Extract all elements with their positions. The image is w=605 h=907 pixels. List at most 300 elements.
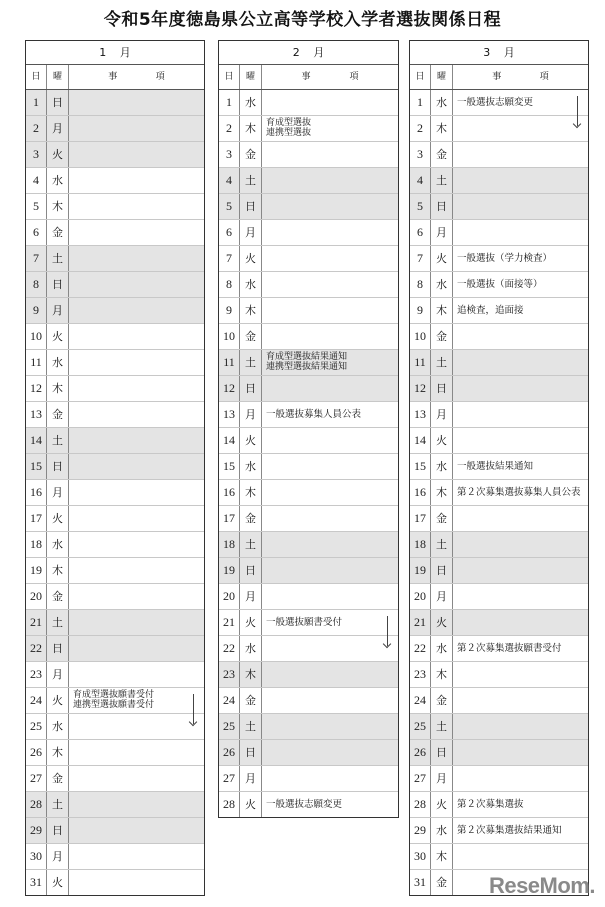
day-number: 21 [410,610,431,635]
calendar-row [26,90,204,116]
event-cell [262,480,398,505]
calendar-row [219,610,398,636]
event-cell [69,870,204,895]
weekday: 土 [240,168,262,193]
day-number: 25 [26,714,47,739]
weekday: 金 [47,220,69,245]
event-cell [69,844,204,869]
weekday: 火 [47,870,69,895]
weekday: 火 [431,792,453,817]
calendar-row [410,454,588,480]
event-cell [453,246,588,271]
month-header: 3 月 [410,41,588,65]
weekday: 金 [240,688,262,713]
event-cell [453,480,588,505]
weekday: 月 [240,584,262,609]
calendar-row [26,584,204,610]
day-number: 16 [410,480,431,505]
weekday: 木 [431,298,453,323]
calendar-row [26,610,204,636]
day-number: 5 [219,194,240,219]
day-number: 9 [26,298,47,323]
weekday: 月 [240,402,262,427]
calendar-row [219,532,398,558]
weekday: 水 [431,636,453,661]
event-cell [262,402,398,427]
event-cell [69,168,204,193]
calendar-row [26,428,204,454]
calendar-row [219,480,398,506]
weekday: 土 [240,532,262,557]
event-cell [69,298,204,323]
event-cell [69,428,204,453]
calendar-row [219,272,398,298]
weekday: 月 [47,844,69,869]
event-cell [69,376,204,401]
day-number: 12 [219,376,240,401]
weekday: 水 [47,350,69,375]
calendar-row [219,688,398,714]
calendar-row [219,506,398,532]
event-cell [453,116,588,141]
calendar-row [26,558,204,584]
calendar-row [26,454,204,480]
event-cell [69,792,204,817]
calendar-row [219,220,398,246]
event-text: 第２次募集選抜募集人員公表 [457,487,581,498]
calendar-row [219,324,398,350]
day-number: 2 [219,116,240,141]
day-number: 27 [219,766,240,791]
day-number: 11 [219,350,240,375]
event-cell [262,298,398,323]
weekday: 木 [240,480,262,505]
day-number: 24 [219,688,240,713]
weekday: 土 [431,168,453,193]
event-text-secondary: 連携型選抜 [266,128,312,138]
event-cell [453,714,588,739]
event-cell [453,402,588,427]
day-number: 17 [219,506,240,531]
month-table-february [218,40,399,818]
day-number: 13 [26,402,47,427]
event-text: 一般選抜（学力検査） [457,253,553,264]
calendar-row [410,506,588,532]
column-header-event [69,65,204,89]
weekday: 水 [431,454,453,479]
event-cell [453,272,588,297]
day-number: 19 [219,558,240,583]
weekday: 日 [47,636,69,661]
event-cell [69,350,204,375]
day-number: 19 [410,558,431,583]
event-cell [262,272,398,297]
event-cell [69,272,204,297]
weekday: 土 [431,532,453,557]
weekday: 木 [431,844,453,869]
event-cell [69,714,204,739]
day-number: 21 [219,610,240,635]
day-number: 13 [410,402,431,427]
day-number: 9 [410,298,431,323]
event-cell [453,454,588,479]
calendar-row [410,662,588,688]
calendar-row [410,636,588,662]
day-number: 10 [219,324,240,349]
day-number: 3 [26,142,47,167]
day-number: 11 [410,350,431,375]
weekday: 月 [47,662,69,687]
calendar-row [219,194,398,220]
calendar-row [219,636,398,662]
calendar-row [26,194,204,220]
weekday: 火 [431,428,453,453]
day-number: 4 [219,168,240,193]
weekday: 月 [240,220,262,245]
event-cell [262,428,398,453]
calendar-row [26,246,204,272]
event-text: 育成型選抜結果通知 [266,352,348,362]
day-number: 29 [410,818,431,843]
event-cell [69,558,204,583]
calendar-row [410,350,588,376]
calendar-row [26,350,204,376]
day-number: 12 [410,376,431,401]
day-number: 12 [26,376,47,401]
column-header-event [453,65,588,89]
calendar-row [410,90,588,116]
day-number: 31 [410,870,431,895]
event-cell [69,194,204,219]
event-cell [453,350,588,375]
calendar-row [26,168,204,194]
event-cell [453,532,588,557]
column-header-event-b: 項 [349,72,359,82]
weekday: 木 [431,662,453,687]
calendar-row [410,844,588,870]
weekday: 火 [431,246,453,271]
day-number: 16 [219,480,240,505]
event-cell [262,324,398,349]
calendar-row [410,220,588,246]
event-cell [69,454,204,479]
calendar-row [219,714,398,740]
event-cell [453,142,588,167]
calendar-row [410,714,588,740]
event-text-secondary: 連携型選抜願書受付 [73,700,155,710]
weekday: 金 [431,506,453,531]
weekday: 金 [431,688,453,713]
calendar-row [410,818,588,844]
weekday: 日 [431,740,453,765]
calendar-row [26,220,204,246]
event-text: 第２次募集選抜 [457,799,524,810]
day-number: 1 [26,90,47,115]
weekday: 水 [240,90,262,115]
day-number: 26 [219,740,240,765]
weekday: 日 [240,376,262,401]
event-cell [453,220,588,245]
day-number: 5 [410,194,431,219]
calendar-row [26,714,204,740]
weekday: 金 [431,142,453,167]
calendar-row [410,428,588,454]
weekday: 日 [47,454,69,479]
calendar-row [219,662,398,688]
event-cell [69,740,204,765]
calendar-row [26,792,204,818]
weekday: 金 [240,142,262,167]
event-cell [453,740,588,765]
event-cell [453,168,588,193]
day-number: 8 [26,272,47,297]
day-number: 7 [26,246,47,271]
day-number: 23 [26,662,47,687]
weekday: 木 [240,298,262,323]
event-text: 育成型選抜願書受付 [73,690,155,700]
event-cell [69,402,204,427]
weekday: 土 [431,714,453,739]
day-number: 8 [219,272,240,297]
weekday: 月 [431,584,453,609]
column-header-day: 日 [219,65,240,89]
weekday: 日 [47,818,69,843]
event-cell [262,792,398,817]
resemom-logo: ReseMom. [488,873,595,898]
page-title: 令和5年度徳島県公立高等学校入学者選抜関係日程 [103,10,502,30]
day-number: 15 [26,454,47,479]
event-cell [453,376,588,401]
day-number: 6 [219,220,240,245]
weekday: 日 [240,558,262,583]
calendar-row [410,766,588,792]
day-number: 27 [410,766,431,791]
weekday: 月 [47,480,69,505]
event-cell [453,818,588,843]
column-header-event [262,65,398,89]
day-number: 18 [410,532,431,557]
event-text: 第２次募集選抜願書受付 [457,643,562,654]
day-number: 28 [219,792,240,817]
weekday: 月 [431,220,453,245]
weekday: 火 [47,142,69,167]
calendar-row [219,766,398,792]
event-cell [69,818,204,843]
day-number: 30 [410,844,431,869]
day-number: 20 [219,584,240,609]
weekday: 月 [47,116,69,141]
calendar-row [219,428,398,454]
weekday: 金 [240,324,262,349]
calendar-row [26,480,204,506]
event-cell [453,688,588,713]
column-header-day: 日 [410,65,431,89]
event-text: 一般選抜願書受付 [266,617,343,628]
event-text: 第２次募集選抜結果通知 [457,825,562,836]
weekday: 木 [431,116,453,141]
calendar-row [26,324,204,350]
weekday: 火 [240,792,262,817]
day-number: 3 [410,142,431,167]
event-cell [262,376,398,401]
weekday: 火 [240,246,262,271]
day-number: 1 [219,90,240,115]
weekday: 金 [240,506,262,531]
event-cell [262,558,398,583]
day-number: 1 [410,90,431,115]
event-cell [262,766,398,791]
calendar-row [219,142,398,168]
weekday: 日 [240,740,262,765]
calendar-row [410,298,588,324]
day-number: 29 [26,818,47,843]
event-cell [69,142,204,167]
column-header-event-a: 事 [301,72,311,82]
weekday: 火 [47,506,69,531]
weekday: 日 [47,272,69,297]
event-cell [262,194,398,219]
day-number: 24 [410,688,431,713]
day-number: 19 [26,558,47,583]
weekday: 木 [431,480,453,505]
weekday: 水 [240,636,262,661]
column-header-event-b: 項 [539,72,549,82]
weekday: 土 [47,792,69,817]
weekday: 土 [47,246,69,271]
event-cell [262,246,398,271]
day-number: 28 [26,792,47,817]
weekday: 土 [47,610,69,635]
column-header-row [219,65,398,90]
event-cell [453,636,588,661]
day-number: 2 [26,116,47,141]
weekday: 月 [431,402,453,427]
calendar-row [219,792,398,817]
calendar-row [219,558,398,584]
event-cell [69,116,204,141]
weekday: 水 [47,532,69,557]
calendar-row [410,246,588,272]
calendar-row [219,116,398,142]
column-header-weekday: 曜 [47,65,69,89]
weekday: 土 [431,350,453,375]
column-header-event-a: 事 [108,72,118,82]
weekday: 土 [47,428,69,453]
weekday: 土 [240,714,262,739]
weekday: 火 [47,324,69,349]
weekday: 木 [240,662,262,687]
weekday: 日 [431,376,453,401]
event-cell [262,142,398,167]
event-cell [453,506,588,531]
event-cell [262,610,398,635]
event-text: 育成型選抜 [266,118,312,128]
column-header-weekday: 曜 [240,65,262,89]
event-cell [262,636,398,661]
event-cell [69,766,204,791]
weekday: 水 [47,714,69,739]
day-number: 14 [219,428,240,453]
event-text: 一般選抜（面接等） [457,279,543,290]
event-text: 一般選抜結果通知 [457,461,534,472]
calendar-row [219,246,398,272]
calendar-row [26,636,204,662]
weekday: 水 [240,272,262,297]
day-number: 4 [26,168,47,193]
calendar-row [410,792,588,818]
weekday: 水 [431,272,453,297]
column-header-weekday: 曜 [431,65,453,89]
day-number: 7 [410,246,431,271]
day-number: 10 [26,324,47,349]
day-number: 3 [219,142,240,167]
event-text: 一般選抜志願変更 [457,97,534,108]
weekday: 木 [47,194,69,219]
event-cell [453,298,588,323]
event-cell [69,90,204,115]
day-number: 15 [219,454,240,479]
calendar-row [26,532,204,558]
weekday: 日 [431,194,453,219]
column-header-event-b: 項 [155,72,165,82]
event-cell [262,454,398,479]
day-number: 22 [219,636,240,661]
calendar-row [26,766,204,792]
event-cell [453,324,588,349]
calendar-row [410,272,588,298]
day-number: 7 [219,246,240,271]
calendar-row [26,116,204,142]
weekday: 日 [47,90,69,115]
weekday: 水 [431,818,453,843]
weekday: 木 [47,376,69,401]
calendar-row [410,558,588,584]
weekday: 水 [47,168,69,193]
day-number: 9 [219,298,240,323]
calendar-row [410,688,588,714]
day-number: 30 [26,844,47,869]
weekday: 金 [47,402,69,427]
calendar-row [26,506,204,532]
calendar-row [219,90,398,116]
day-number: 22 [26,636,47,661]
month-table-march [409,40,589,896]
event-cell [262,584,398,609]
day-number: 31 [26,870,47,895]
event-cell [69,532,204,557]
event-cell [453,558,588,583]
weekday: 火 [240,610,262,635]
month-table-january [25,40,205,896]
calendar-row [219,298,398,324]
day-number: 20 [410,584,431,609]
day-number: 25 [219,714,240,739]
event-cell [69,610,204,635]
day-number: 11 [26,350,47,375]
event-cell [69,662,204,687]
calendar-row [410,324,588,350]
event-cell [453,428,588,453]
calendar-row [219,376,398,402]
day-number: 28 [410,792,431,817]
calendar-row [410,168,588,194]
calendar-row [26,870,204,895]
weekday: 月 [431,766,453,791]
event-cell [262,506,398,531]
day-number: 6 [26,220,47,245]
calendar-row [410,194,588,220]
weekday: 水 [431,90,453,115]
